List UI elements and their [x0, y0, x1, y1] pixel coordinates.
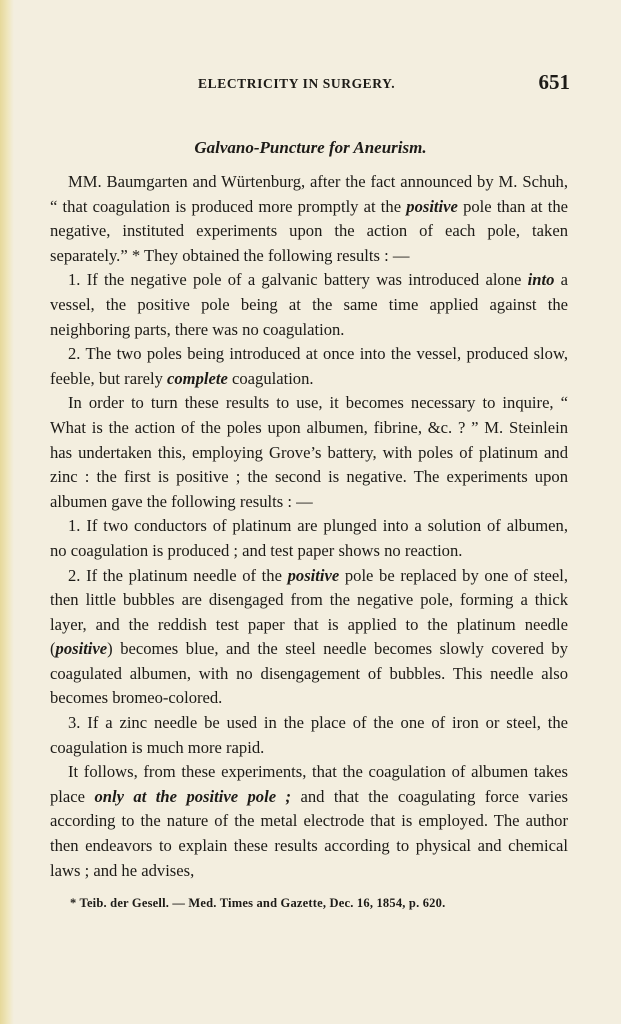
paragraph-2-emphasis: into — [527, 270, 555, 290]
paragraph-5: 1. If two conductors of platinum are plunged into a solution of albumen, no coagulation is produced ; and test paper shows no reaction. — [50, 516, 568, 560]
paragraph-8-emphasis: only at the positive pole ; — [94, 786, 292, 806]
paragraph-6-text-a: 2. If the platinum needle of the — [68, 565, 288, 585]
paragraph-8-text-b: and that the coagulating force varies according to the nature of the metal electrode that is employed. The author then endeavors to explain these results according to physical and chemical laws ; and he advises, — [50, 786, 569, 880]
paragraph-3 — [50, 342, 568, 391]
paragraph-3-emphasis: complete — [167, 368, 228, 388]
paragraph-8 — [50, 760, 568, 883]
paragraph-3-text-a: 2. The two poles being introduced at once into the vessel, produced slow, feeble, but rarely — [50, 344, 568, 388]
paragraph-6 — [50, 564, 568, 712]
paragraph-6-text-b: pole be replaced by one of steel, then little bubbles are disengaged from the negative pole, forming a thick layer, and the reddish test paper that is applied to the platinum needle ( — [50, 565, 568, 659]
paragraph-1 — [50, 170, 568, 268]
paragraph-3-text-b: coagulation. — [227, 368, 314, 388]
body-text — [50, 170, 568, 883]
page-number: 651 — [538, 70, 570, 94]
paragraph-2-text-b: a vessel, the positive pole being at the same time applied against the neighboring parts, there was no coagulation. — [50, 270, 568, 339]
paragraph-6-text-c: ) becomes blue, and the steel needle becomes slowly covered by coagulated albumen, with no disengagement of bubbles. This needle also becomes bromeo-colored. — [50, 639, 568, 708]
paragraph-4: In order to turn these results to use, it becomes necessary to inquire, “ What is the action of the poles upon albumen, fibrine, &c. ? ” M. Steinlein has undertaken this, employing Grove’s battery, with poles of platinum and zinc : the first is positive ; the second is negative. The experiments upon albumen gave the following results : — — [50, 393, 568, 511]
paragraph-6-emphasis-2: positive — [55, 639, 108, 659]
paragraph-1-text-b: pole than at the negative, instituted experiments upon the action of each pole, taken separately.” * They obtained the following results : — — [50, 196, 568, 265]
paragraph-2 — [50, 268, 568, 342]
paragraph-6-emphasis-1: positive — [287, 565, 340, 585]
section-title: Galvano-Puncture for Aneurism. — [194, 138, 427, 157]
paragraph-7: 3. If a zinc needle be used in the place of the one of iron or steel, the coagulation is much more rapid. — [50, 713, 568, 757]
paragraph-2-text-a: 1. If the negative pole of a galvanic battery was introduced alone — [68, 270, 528, 290]
footnote: * Teib. der Gesell. — Med. Times and Gazette, Dec. 16, 1854, p. 620. — [70, 896, 446, 910]
paragraph-1-text-a: MM. Baumgarten and Würtenburg, after the fact announced by M. Schuh, “ that coagulation is produced more promptly at the — [50, 172, 568, 216]
running-head-title: ELECTRICITY IN SURGERY. — [198, 76, 396, 91]
running-head — [70, 70, 570, 96]
paragraph-8-text-a: It follows, from these experiments, that the coagulation of albumen takes place — [50, 762, 568, 806]
paragraph-1-emphasis: positive — [406, 196, 458, 216]
